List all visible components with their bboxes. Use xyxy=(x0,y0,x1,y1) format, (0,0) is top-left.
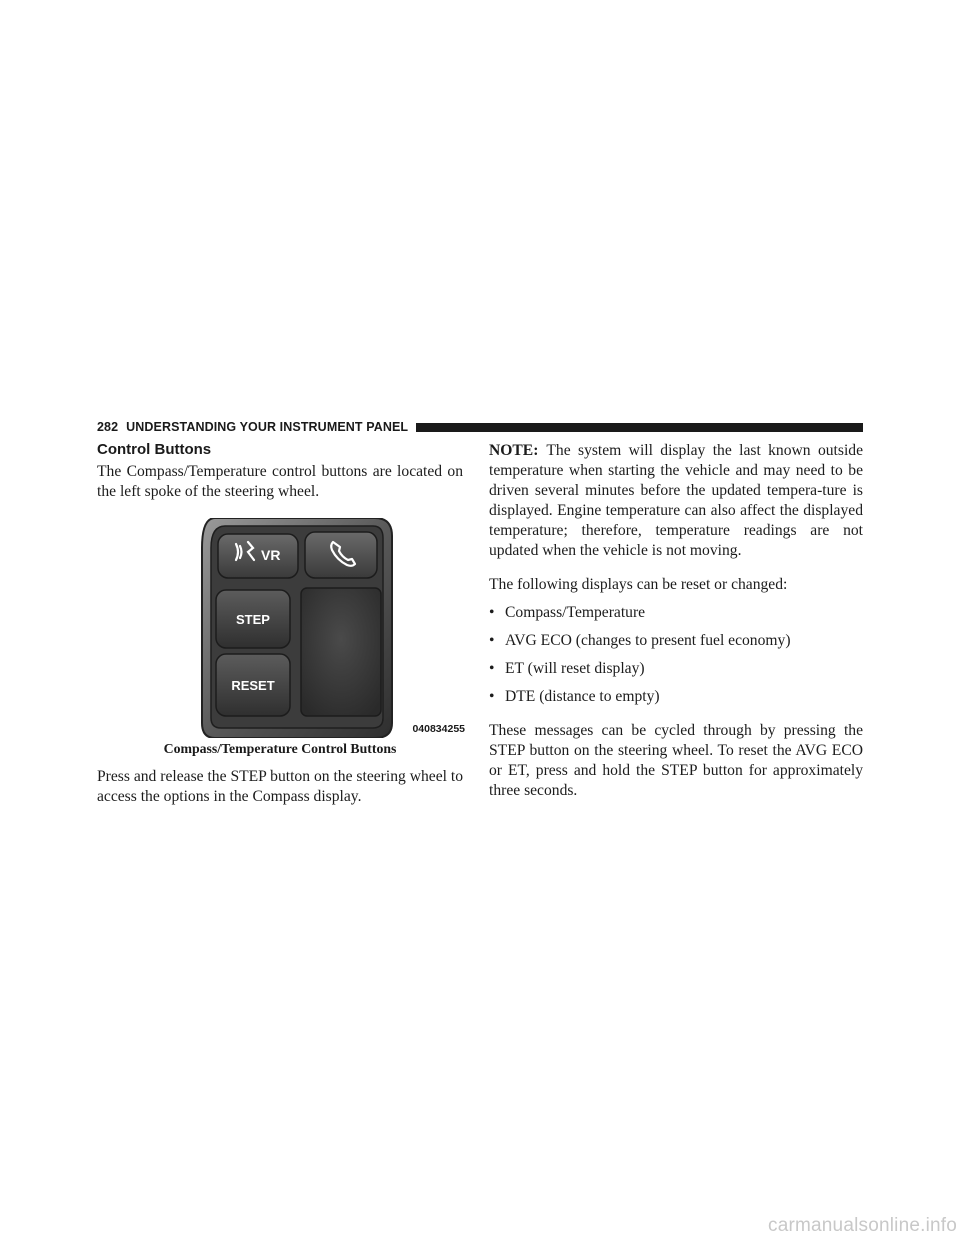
bullet-dot: • xyxy=(489,604,495,621)
figure-code: 040834255 xyxy=(412,723,465,735)
vr-button-label: VR xyxy=(261,547,281,563)
note-text: The system will display the last known outside temperature when starting the vehicle and may need to be driven several minutes before the updated tempera-ture is displayed. Engine temperature can also affect the displayed temperature; therefore, temperature readings are not updated when the vehicle is not moving. xyxy=(489,442,863,559)
header-rule xyxy=(416,423,863,432)
list-intro: The following displays can be reset or changed: xyxy=(489,576,788,593)
left-column xyxy=(97,441,463,807)
closing-paragraph: These messages can be cycled through by pressing the STEP button on the steering wheel. To reset the AVG ECO or ET, press and hold the STEP button for approximately three seconds. xyxy=(489,722,863,799)
list-item: • Compass/Temperature xyxy=(489,604,646,621)
list-item: • ET (will reset display) xyxy=(489,660,645,677)
blank-pad xyxy=(301,588,381,716)
step-paragraph: Press and release the STEP button on the steering wheel to access the options in the Compass display. xyxy=(97,768,463,805)
running-header xyxy=(97,419,863,435)
vr-button[interactable] xyxy=(218,534,298,578)
right-column xyxy=(489,441,863,801)
display-list xyxy=(489,603,863,707)
intro-paragraph: The Compass/Temperature control buttons are located on the left spoke of the steering wheel. xyxy=(97,463,463,500)
reset-button-label: RESET xyxy=(231,678,275,693)
page-number: 282 xyxy=(97,420,119,434)
control-buttons-figure xyxy=(97,518,467,738)
watermark: carmanualsonline.info xyxy=(768,1215,958,1236)
note-label: NOTE: xyxy=(489,442,539,459)
list-item: • AVG ECO (changes to present fuel economy) xyxy=(489,632,791,649)
list-item: • DTE (distance to empty) xyxy=(489,688,660,705)
bullet-dot: • xyxy=(489,660,495,677)
control-buttons-illustration xyxy=(97,518,467,738)
figure-caption: Compass/Temperature Control Buttons xyxy=(163,741,397,756)
note-paragraph xyxy=(489,441,863,561)
section-title: Control Buttons xyxy=(97,441,212,458)
bullet-dot: • xyxy=(489,688,495,705)
bullet-dot: • xyxy=(489,632,495,649)
step-button-label: STEP xyxy=(236,612,270,627)
running-title: UNDERSTANDING YOUR INSTRUMENT PANEL xyxy=(126,420,409,434)
